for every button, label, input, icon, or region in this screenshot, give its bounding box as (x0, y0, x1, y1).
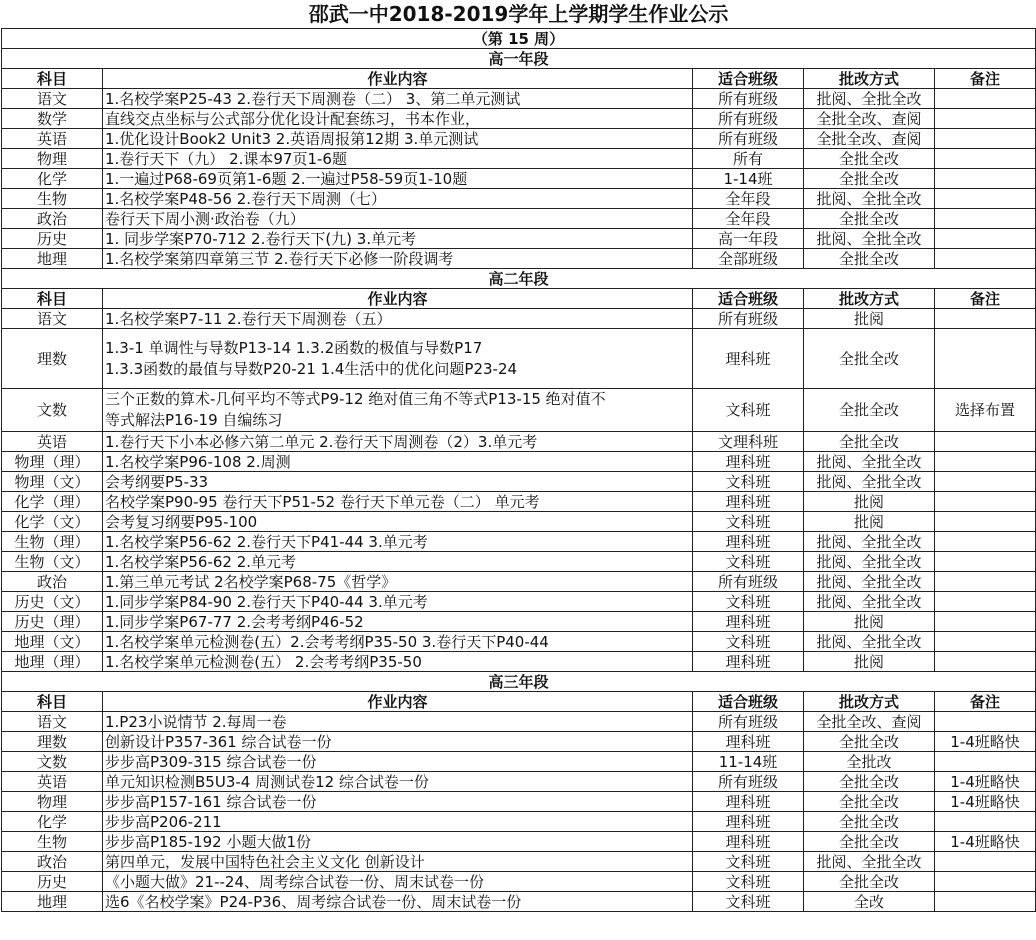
column-header: 作业内容 (103, 289, 693, 309)
classes-cell: 理科班 (693, 492, 804, 512)
classes-cell: 所有班级 (693, 712, 804, 732)
method-cell: 批阅、全批全改 (804, 229, 935, 249)
section-title: 高三年段 (2, 672, 1036, 692)
classes-cell: 全部班级 (693, 249, 804, 269)
classes-cell: 所有班级 (693, 309, 804, 329)
content-cell: 步步高P309-315 综合试卷一份 (103, 752, 693, 772)
classes-cell: 全年段 (693, 189, 804, 209)
classes-cell: 文科班 (693, 472, 804, 492)
note-cell (935, 652, 1036, 672)
content-cell: 1.同步学案P67-77 2.会考考纲P46-52 (103, 612, 693, 632)
subject-cell: 地理 (2, 249, 103, 269)
content-cell (103, 329, 693, 389)
content-cell: 1.名校学案P25-43 2.卷行天下周测卷（二） 3、第二单元测试 (103, 89, 693, 109)
column-header: 作业内容 (103, 69, 693, 89)
table-row (2, 452, 1036, 472)
subject-cell: 地理（理） (2, 652, 103, 672)
subject-cell: 化学 (2, 812, 103, 832)
column-header-row (2, 289, 1036, 309)
note-cell (935, 812, 1036, 832)
table-row (2, 149, 1036, 169)
content-cell: 1.名校学案P7-11 2.卷行天下周测卷（五） (103, 309, 693, 329)
note-cell (935, 892, 1036, 912)
table-row (2, 872, 1036, 892)
table-row (2, 209, 1036, 229)
classes-cell: 理科班 (693, 652, 804, 672)
classes-cell: 文科班 (693, 852, 804, 872)
method-cell: 全批全改 (804, 872, 935, 892)
note-cell (935, 592, 1036, 612)
classes-cell: 文科班 (693, 872, 804, 892)
method-cell: 批阅、全批全改 (804, 89, 935, 109)
classes-cell: 所有班级 (693, 772, 804, 792)
table-row (2, 189, 1036, 209)
method-cell: 批阅、全批全改 (804, 452, 935, 472)
content-cell: 1.名校学案P96-108 2.周测 (103, 452, 693, 472)
column-header: 批改方式 (804, 692, 935, 712)
content-cell: 名校学案P90-95 卷行天下P51-52 卷行天下单元卷（二） 单元考 (103, 492, 693, 512)
note-cell (935, 89, 1036, 109)
classes-cell: 文科班 (693, 389, 804, 432)
subject-cell: 化学（文） (2, 512, 103, 532)
column-header: 作业内容 (103, 692, 693, 712)
table-row (2, 249, 1036, 269)
content-cell: 《小题大做》21--24、周考综合试卷一份、周末试卷一份 (103, 872, 693, 892)
note-cell (935, 169, 1036, 189)
content-cell: 步步高P206-211 (103, 812, 693, 832)
subject-cell: 英语 (2, 432, 103, 452)
note-cell: 1-4班略快 (935, 792, 1036, 812)
content-cell: 1.卷行天下（九） 2.课本97页1-6题 (103, 149, 693, 169)
table-row (2, 792, 1036, 812)
table-row (2, 852, 1036, 872)
method-cell: 全批全改 (804, 832, 935, 852)
section-row (2, 49, 1036, 69)
column-header-row (2, 692, 1036, 712)
method-cell: 批阅、全批全改 (804, 852, 935, 872)
note-cell (935, 452, 1036, 472)
method-cell: 全批全改、查阅 (804, 109, 935, 129)
note-cell (935, 472, 1036, 492)
table-row (2, 389, 1036, 432)
method-cell: 批阅、全批全改 (804, 532, 935, 552)
method-cell: 批阅、全批全改 (804, 552, 935, 572)
subject-cell: 历史（文） (2, 592, 103, 612)
method-cell: 全批全改 (804, 329, 935, 389)
note-cell (935, 572, 1036, 592)
method-cell: 全批全改 (804, 792, 935, 812)
subject-cell: 政治 (2, 572, 103, 592)
section-title: 高二年段 (2, 269, 1036, 289)
classes-cell: 理科班 (693, 832, 804, 852)
method-cell: 全批全改 (804, 209, 935, 229)
classes-cell: 理科班 (693, 612, 804, 632)
content-cell: 1.名校学案单元检测卷(五） 2.会考考纲P35-50 (103, 652, 693, 672)
content-line: 1.3.3函数的最值与导数P20-21 1.4生活中的优化问题P23-24 (105, 359, 518, 378)
content-cell: 会考纲要P5-33 (103, 472, 693, 492)
column-header: 科目 (2, 289, 103, 309)
classes-cell: 11-14班 (693, 752, 804, 772)
section-row (2, 269, 1036, 289)
content-cell: 步步高P185-192 小题大做1份 (103, 832, 693, 852)
note-cell (935, 432, 1036, 452)
classes-cell: 理科班 (693, 452, 804, 472)
classes-cell: 文理科班 (693, 432, 804, 452)
note-cell (935, 852, 1036, 872)
content-cell: 步步高P157-161 综合试卷一份 (103, 792, 693, 812)
section-title: 高一年段 (2, 49, 1036, 69)
note-cell (935, 612, 1036, 632)
table-row (2, 592, 1036, 612)
note-cell (935, 329, 1036, 389)
table-row (2, 492, 1036, 512)
classes-cell: 所有 (693, 149, 804, 169)
classes-cell: 全年段 (693, 209, 804, 229)
column-header: 适合班级 (693, 69, 804, 89)
content-cell: 1.同步学案P84-90 2.卷行天下P40-44 3.单元考 (103, 592, 693, 612)
note-cell (935, 229, 1036, 249)
content-cell: 创新设计P357-361 综合试卷一份 (103, 732, 693, 752)
subject-cell: 政治 (2, 852, 103, 872)
method-cell: 全批全改 (804, 732, 935, 752)
column-header: 科目 (2, 692, 103, 712)
method-cell: 批阅 (804, 612, 935, 632)
content-cell: 第四单元，发展中国特色社会主义文化 创新设计 (103, 852, 693, 872)
note-cell (935, 632, 1036, 652)
table-row (2, 472, 1036, 492)
content-line: 1.3-1 单调性与导数P13-14 1.3.2函数的极值与导数P17 (105, 338, 483, 357)
method-cell: 批阅、全批全改 (804, 592, 935, 612)
method-cell: 批阅、全批全改 (804, 572, 935, 592)
method-cell: 批阅 (804, 309, 935, 329)
note-cell (935, 552, 1036, 572)
note-cell (935, 872, 1036, 892)
subject-cell: 生物（文） (2, 552, 103, 572)
content-cell: 1.优化设计Book2 Unit3 2.英语周报第12期 3.单元测试 (103, 129, 693, 149)
subject-cell: 物理（理） (2, 452, 103, 472)
table-row (2, 772, 1036, 792)
content-cell: 1.卷行天下小本必修六第二单元 2.卷行天下周测卷（2）3.单元考 (103, 432, 693, 452)
content-cell: 1.名校学案单元检测卷(五）2.会考考纲P35-50 3.卷行天下P40-44 (103, 632, 693, 652)
subject-cell: 英语 (2, 772, 103, 792)
column-header: 科目 (2, 69, 103, 89)
homework-table (1, 0, 1036, 912)
subject-cell: 历史（理） (2, 612, 103, 632)
classes-cell: 所有班级 (693, 129, 804, 149)
note-cell (935, 309, 1036, 329)
content-line: 等式解法P16-19 自编练习 (105, 411, 283, 429)
method-cell: 批阅、全批全改 (804, 472, 935, 492)
content-cell (103, 389, 693, 432)
subject-cell: 理数 (2, 732, 103, 752)
content-cell: 1.P23小说情节 2.每周一卷 (103, 712, 693, 732)
method-cell: 全批全改 (804, 432, 935, 452)
subject-cell: 地理 (2, 892, 103, 912)
column-header: 批改方式 (804, 69, 935, 89)
table-row (2, 732, 1036, 752)
subject-cell: 物理（文） (2, 472, 103, 492)
content-cell: 单元知识检测B5U3-4 周测试卷12 综合试卷一份 (103, 772, 693, 792)
subject-cell: 语文 (2, 309, 103, 329)
table-row (2, 432, 1036, 452)
table-row (2, 892, 1036, 912)
classes-cell: 理科班 (693, 792, 804, 812)
table-row (2, 752, 1036, 772)
classes-cell: 所有班级 (693, 89, 804, 109)
content-cell: 直线交点坐标与公式部分优化设计配套练习，书本作业， (103, 109, 693, 129)
note-cell (935, 249, 1036, 269)
content-cell: 1.名校学案P56-62 2.卷行天下P41-44 3.单元考 (103, 532, 693, 552)
subject-cell: 历史 (2, 229, 103, 249)
note-cell (935, 532, 1036, 552)
table-row (2, 512, 1036, 532)
table-row (2, 572, 1036, 592)
section-row (2, 672, 1036, 692)
table-row (2, 309, 1036, 329)
content-cell: 1.名校学案第四章第三节 2.卷行天下必修一阶段调考 (103, 249, 693, 269)
week-label: （第 15 周） (2, 29, 1036, 49)
method-cell: 全批全改 (804, 169, 935, 189)
content-cell: 1. 同步学案P70-712 2.卷行天下(九) 3.单元考 (103, 229, 693, 249)
table-row (2, 832, 1036, 852)
note-cell: 1-4班略快 (935, 832, 1036, 852)
method-cell: 全批全改 (804, 149, 935, 169)
subject-cell: 语文 (2, 712, 103, 732)
subject-cell: 文数 (2, 389, 103, 432)
classes-cell: 1-14班 (693, 169, 804, 189)
classes-cell: 高一年段 (693, 229, 804, 249)
note-cell: 1-4班略快 (935, 772, 1036, 792)
classes-cell: 文科班 (693, 512, 804, 532)
method-cell: 全批全改 (804, 772, 935, 792)
table-row (2, 129, 1036, 149)
method-cell: 批阅 (804, 492, 935, 512)
content-cell: 1.第三单元考试 2名校学案P68-75《哲学》 (103, 572, 693, 592)
subject-cell: 政治 (2, 209, 103, 229)
column-header: 适合班级 (693, 692, 804, 712)
note-cell: 1-4班略快 (935, 732, 1036, 752)
subject-cell: 历史 (2, 872, 103, 892)
classes-cell: 理科班 (693, 329, 804, 389)
classes-cell: 文科班 (693, 632, 804, 652)
table-row (2, 169, 1036, 189)
subject-cell: 物理 (2, 149, 103, 169)
table-row (2, 532, 1036, 552)
table-row (2, 552, 1036, 572)
column-header: 适合班级 (693, 289, 804, 309)
classes-cell: 文科班 (693, 892, 804, 912)
table-row (2, 652, 1036, 672)
subject-cell: 化学 (2, 169, 103, 189)
note-cell: 选择布置 (935, 389, 1036, 432)
subject-cell: 生物 (2, 832, 103, 852)
method-cell: 批阅 (804, 652, 935, 672)
classes-cell: 理科班 (693, 532, 804, 552)
column-header: 备注 (935, 69, 1036, 89)
subject-cell: 地理（文） (2, 632, 103, 652)
subject-cell: 物理 (2, 792, 103, 812)
classes-cell: 理科班 (693, 732, 804, 752)
table-row (2, 712, 1036, 732)
method-cell: 全批全改 (804, 389, 935, 432)
table-row (2, 109, 1036, 129)
method-cell: 批阅、全批全改 (804, 632, 935, 652)
note-cell (935, 109, 1036, 129)
subject-cell: 理数 (2, 329, 103, 389)
classes-cell: 文科班 (693, 552, 804, 572)
method-cell: 全批全改 (804, 812, 935, 832)
content-cell: 1.名校学案P56-62 2.单元考 (103, 552, 693, 572)
column-header: 批改方式 (804, 289, 935, 309)
note-cell (935, 712, 1036, 732)
column-header: 备注 (935, 289, 1036, 309)
method-cell: 全改 (804, 892, 935, 912)
note-cell (935, 752, 1036, 772)
table-row (2, 89, 1036, 109)
note-cell (935, 129, 1036, 149)
method-cell: 全批全改、查阅 (804, 129, 935, 149)
classes-cell: 所有班级 (693, 572, 804, 592)
table-row (2, 812, 1036, 832)
method-cell: 全批全改 (804, 249, 935, 269)
subject-cell: 数学 (2, 109, 103, 129)
column-header-row (2, 69, 1036, 89)
table-row (2, 329, 1036, 389)
note-cell (935, 189, 1036, 209)
note-cell (935, 209, 1036, 229)
classes-cell: 理科班 (693, 812, 804, 832)
note-cell (935, 512, 1036, 532)
classes-cell: 所有班级 (693, 109, 804, 129)
content-cell: 1.一遍过P68-69页第1-6题 2.一遍过P58-59页1-10题 (103, 169, 693, 189)
method-cell: 批阅 (804, 512, 935, 532)
content-line: 三个正数的算术-几何平均不等式P9-12 绝对值三角不等式P13-15 绝对值不 (105, 390, 606, 408)
content-cell: 会考复习纲要P95-100 (103, 512, 693, 532)
subject-cell: 生物 (2, 189, 103, 209)
content-cell: 卷行天下周小测·政治卷（九） (103, 209, 693, 229)
subject-cell: 生物（理） (2, 532, 103, 552)
page-title: 邵武一中2018-2019学年上学期学生作业公示 (2, 0, 1036, 29)
subject-cell: 语文 (2, 89, 103, 109)
subject-cell: 文数 (2, 752, 103, 772)
method-cell: 批阅、全批全改 (804, 189, 935, 209)
note-cell (935, 149, 1036, 169)
table-row (2, 612, 1036, 632)
table-row (2, 229, 1036, 249)
content-cell: 选6《名校学案》P24-P36、周考综合试卷一份、周末试卷一份 (103, 892, 693, 912)
subject-cell: 英语 (2, 129, 103, 149)
method-cell: 全批改 (804, 752, 935, 772)
subject-cell: 化学（理） (2, 492, 103, 512)
method-cell: 全批全改、查阅 (804, 712, 935, 732)
content-cell: 1.名校学案P48-56 2.卷行天下周测（七） (103, 189, 693, 209)
table-row (2, 632, 1036, 652)
column-header: 备注 (935, 692, 1036, 712)
note-cell (935, 492, 1036, 512)
classes-cell: 文科班 (693, 592, 804, 612)
